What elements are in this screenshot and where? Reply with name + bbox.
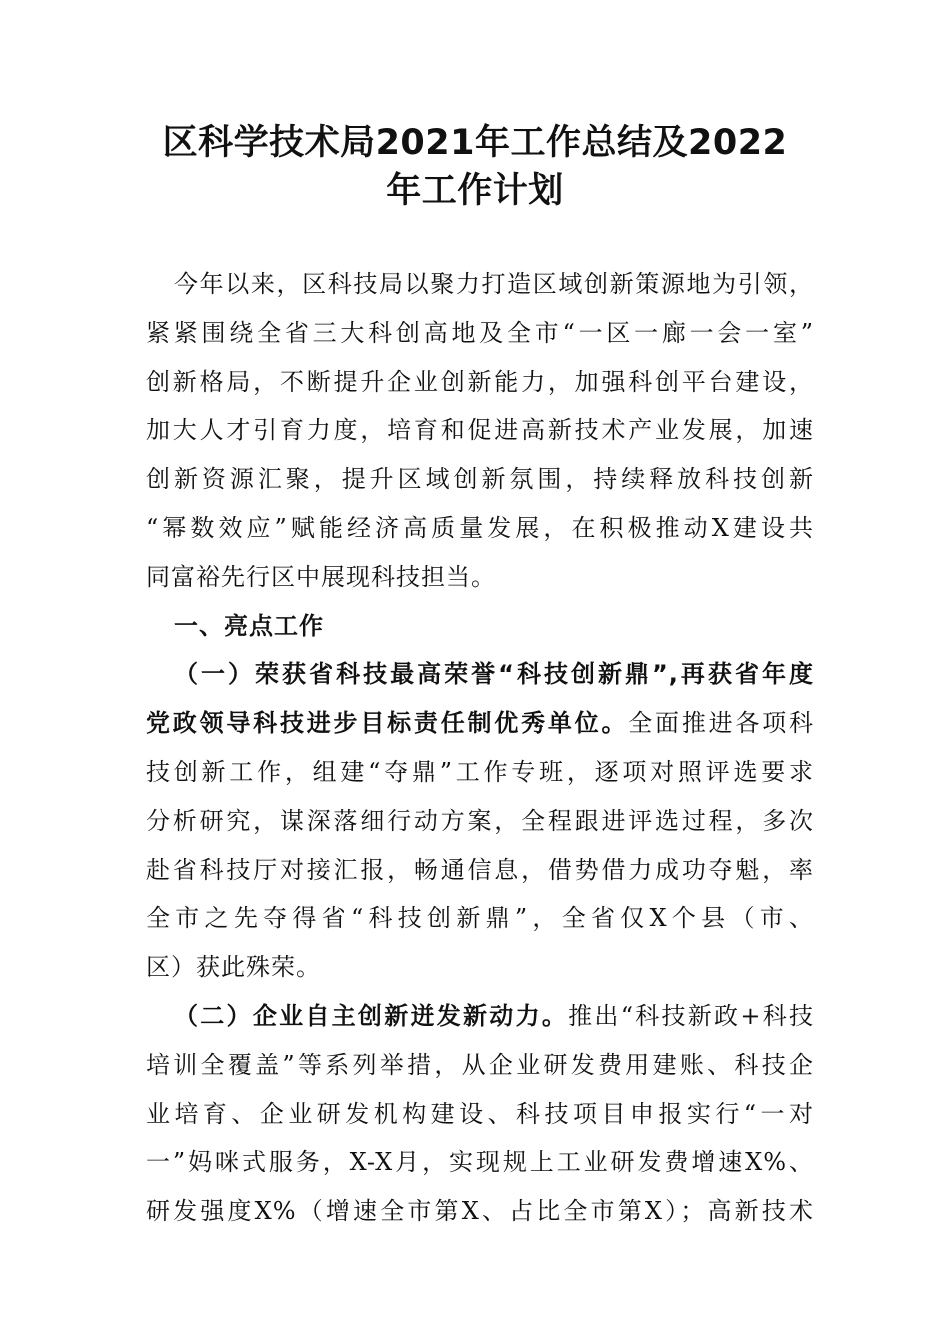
item2-line: 一”妈咪式服务，X-X月，实现规上工业研发费增速X%、: [146, 1148, 814, 1177]
document-body: [146, 260, 814, 1236]
item2-bold-title: （二）企业自主创新迸发新动力。: [174, 1001, 569, 1030]
item1-line: 区）获此殊荣。: [146, 953, 321, 982]
intro-line: “幂数效应”赋能经济高质量发展，在积极推动X建设共: [146, 513, 814, 542]
intro-line: 同富裕先行区中展现科技担当。: [146, 562, 496, 591]
item2-line: 培训全覆盖”等系列举措，从企业研发费用建账、科技企: [146, 1050, 814, 1079]
document-title-line-1: 区科学技术局2021年工作总结及2022: [162, 123, 788, 163]
intro-line: 创新格局，不断提升企业创新能力，加强科创平台建设，: [146, 367, 814, 396]
intro-line: 加大人才引育力度，培育和促进高新技术产业发展，加速: [146, 416, 814, 445]
item1-line: 分析研究，谋深落细行动方案，全程跟进评选过程，多次: [146, 806, 814, 835]
item1-line: 全市之先夺得省“科技创新鼎”，全省仅X个县（市、: [146, 904, 814, 933]
item1-bold-title: （一）荣获省科技最高荣誉“科技创新鼎”,再获省年度: [174, 660, 814, 689]
intro-line: 今年以来，区科技局以聚力打造区域创新策源地为引领，: [174, 270, 814, 298]
item1-line: [146, 699, 814, 748]
intro-line: 创新资源汇聚，提升区域创新氛围，持续释放科技创新: [146, 465, 814, 494]
item2-line: 业培育、企业研发机构建设、科技项目申报实行“一对: [146, 1099, 814, 1128]
item2-text: 推出“科技新政+科技: [568, 1001, 814, 1030]
item2-line: 研发强度X%（增速全市第X、占比全市第X）；高新技术: [146, 1197, 814, 1226]
item1-text: 全面推进各项科: [628, 709, 814, 738]
item1-line: 技创新工作，组建“夺鼎”工作专班，逐项对照评选要求: [146, 757, 814, 786]
section-heading: 一、亮点工作: [174, 611, 324, 640]
item1-line: 赴省科技厅对接汇报，畅通信息，借势借力成功夺魁，率: [146, 855, 814, 884]
intro-line: 紧紧围绕全省三大科创高地及全市“一区一廊一会一室”: [146, 318, 814, 347]
item1-line: [146, 650, 814, 699]
item1-bold-title-cont: 党政领导科技进步目标责任制优秀单位。: [146, 709, 629, 738]
document-title-line-2: 年工作计划: [386, 171, 564, 211]
item2-line: [146, 992, 814, 1041]
